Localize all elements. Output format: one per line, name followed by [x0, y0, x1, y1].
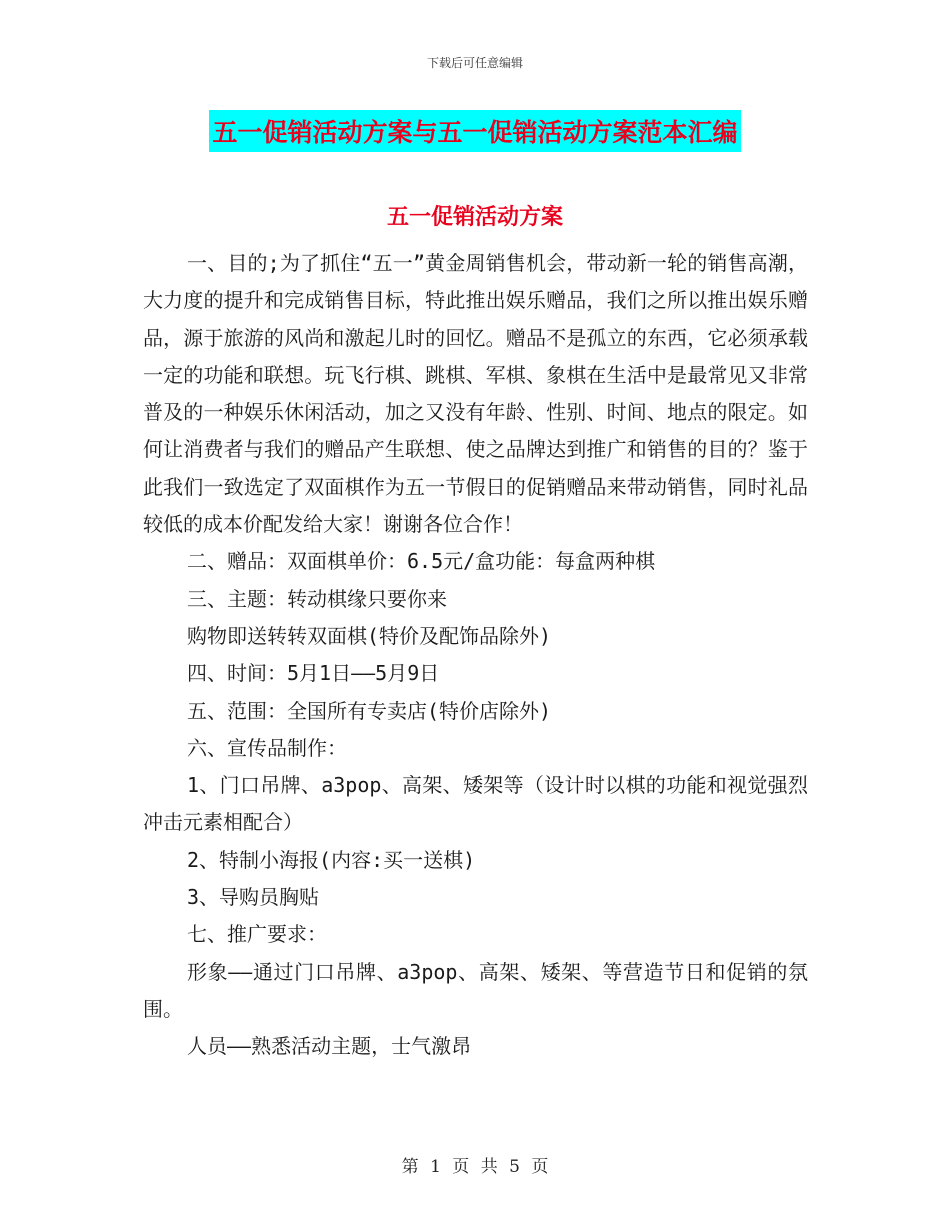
- list-item-materials-3: 3、导购员胸贴: [187, 885, 320, 910]
- paragraph-materials: 六、宣传品制作：: [187, 735, 347, 760]
- header-note: 下载后可任意编辑: [426, 56, 523, 70]
- paragraph-staff: 人员——熟悉活动主题，士气激昂: [187, 1034, 472, 1059]
- section-title: 五一促销活动方案: [386, 205, 563, 230]
- paragraph-promotion: 七、推广要求：: [187, 922, 327, 947]
- document-body: [143, 245, 808, 1066]
- paragraph-scope: 五、范围：全国所有专卖店(特价店除外): [187, 698, 552, 723]
- paragraph-theme-detail: 购物即送转转双面棋(特价及配饰品除外): [187, 623, 552, 648]
- main-title-container: [0, 110, 950, 152]
- page-footer: 第 1 页 共 5 页: [401, 1157, 549, 1177]
- document-title: 五一促销活动方案与五一促销活动方案范本汇编: [209, 110, 740, 152]
- paragraph-time: 四、时间：5月1日——5月9日: [187, 661, 440, 686]
- paragraph-purpose: 一、目的;为了抓住“五一”黄金周销售机会，带动新一轮的销售高潮，大力度的提升和完成销售目标，特此推出娱乐赠品，我们之所以推出娱乐赠品，源于旅游的风尚和激起儿时的回忆。赠品不是孤立的东西，它必须承载一定的功能和联想。玩飞行棋、跳棋、军棋、象棋在生活中是最常见又非常普及的一种娱乐休闲活动，加之又没有年龄、性别、时间、地点的限定。如何让消费者与我们的赠品产生联想、使之品牌达到推广和销售的目的？鉴于此我们一致选定了双面棋作为五一节假日的促销赠品来带动销售，同时礼品较低的成本价配发给大家！谢谢各位合作！: [143, 251, 808, 537]
- paragraph-theme: 三、主题：转动棋缘只要你来: [187, 586, 447, 611]
- paragraph-image: 形象——通过门口吊牌、a3pop、高架、矮架、等营造节日和促销的氛围。: [143, 959, 808, 1021]
- list-item-materials-2: 2、特制小海报(内容:买一送棋): [187, 847, 476, 872]
- paragraph-gift: 二、赠品：双面棋单价：6.5元/盒功能：每盒两种棋: [187, 549, 656, 574]
- list-item-materials-1: 1、门口吊牌、a3pop、高架、矮架等（设计时以棋的功能和视觉强烈冲击元素相配合）: [143, 773, 808, 835]
